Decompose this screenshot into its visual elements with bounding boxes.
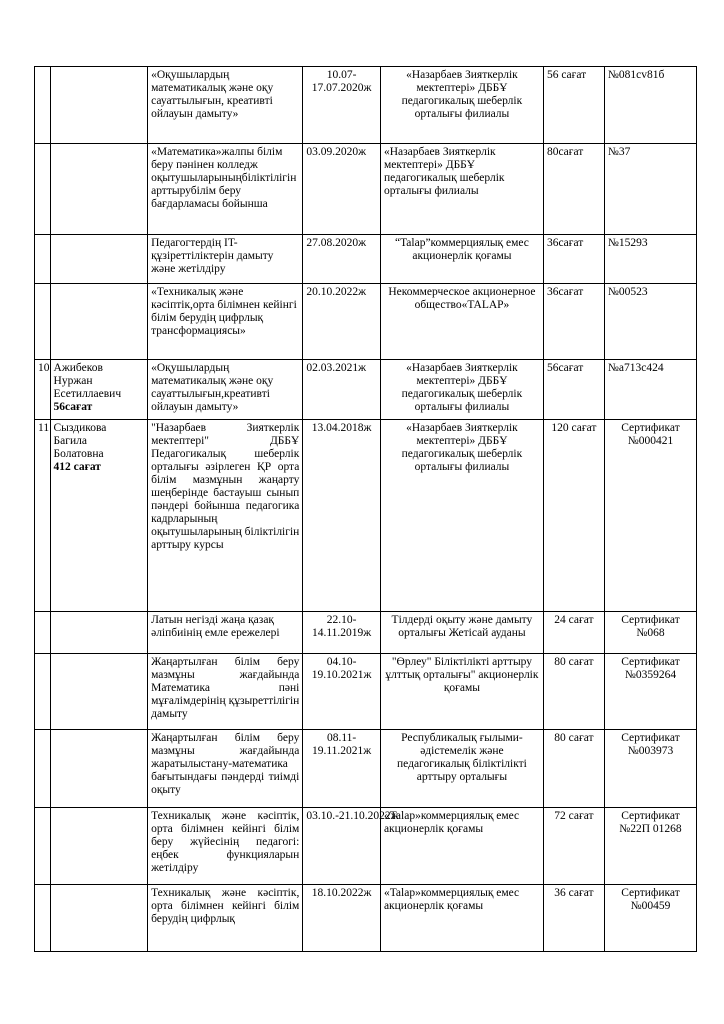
course-date: 02.03.2021ж [303,360,381,420]
certificate-number: №а713с424 [604,360,696,420]
course-hours: 80 сағат [543,730,604,808]
table-row [35,420,697,612]
teacher-patronymic: Есетиллаевич [53,388,122,400]
course-date: 08.11-19.11.2021ж [303,730,381,808]
course-date: 22.10-14.11.2019ж [303,612,381,654]
teacher-name-cell [50,235,148,284]
course-hours: 36 сағат [543,885,604,952]
teacher-total-hours: 412 сағат [53,461,101,473]
table-row [35,235,697,284]
certificate-number: №081cv81б [604,67,696,144]
course-organization: Некоммерческое акционерное общество«TALAP» [380,284,543,360]
course-date: 20.10.2022ж [303,284,381,360]
row-number-cell [35,284,51,360]
course-date: 03.09.2020ж [303,144,381,235]
teacher-first-name: Нуржан [53,375,93,387]
teacher-first-name: Багила [53,435,87,447]
course-title: Латын негізді жаңа қазақ әліпбиінің емле ережелері [148,612,303,654]
course-hours: 72 сағат [543,808,604,885]
row-number-cell [35,885,51,952]
teacher-name-cell [50,808,148,885]
course-hours: 24 сағат [543,612,604,654]
course-organization: «Назарбаев Зияткерлік мектептері» ДББҰ педагогикалық шеберлік орталығы филиалы [380,67,543,144]
course-organization: Тілдерді оқыту және дамыту орталығы Жетісай ауданы [380,612,543,654]
table-row [35,730,697,808]
row-number-cell [35,654,51,730]
certificate-number: Сертификат №22П 01268 [604,808,696,885]
teacher-name-cell [50,144,148,235]
training-table [34,66,697,952]
certificate-number: №00523 [604,284,696,360]
course-organization: «Назарбаев Зияткерлік мектептері» ДББҰ педагогикалық шеберлік орталығы филиалы [380,360,543,420]
teacher-name-cell [50,360,148,420]
course-title: «Математика»жалпы білім беру пәнінен колледж оқытушыларыныңбіліктілігін арттырубілім беру бағдарламасы бойынша [148,144,303,235]
course-title: Жаңартылған білім беру мазмұны жағдайында Математика пәні мұғалімдерінің құзыреттілігін дамыту [148,654,303,730]
course-organization: «Talap»коммерциялық емес акционерлік қоғамы [380,808,543,885]
teacher-name-cell [50,67,148,144]
row-number: 11 [35,420,51,612]
teacher-name-cell [50,885,148,952]
certificate-number: Сертификат №003973 [604,730,696,808]
table-row [35,654,697,730]
course-title: Педагогтердің IT-құзіреттіліктерін дамыту және жетілдіру [148,235,303,284]
course-date: 27.08.2020ж [303,235,381,284]
course-title: Техникалық және кәсіптік, орта білімнен кейінгі білім беру жүйесінің педагогі: еңбек функцияларын жетілдіру [148,808,303,885]
course-title: Жаңартылған білім беру мазмұны жағдайында жаратылыстану-математика бағытындағы пәндерді тиімді оқыту [148,730,303,808]
course-hours: 56 сағат [543,67,604,144]
certificate-number: Сертификат №0359264 [604,654,696,730]
course-title: "Назарбаев Зияткерлік мектептері" ДББҰ Педагогикалық шеберлік орталығы әзірлеген ҚР орта білім мазмұнын жаңарту шеңберінде бастауыш сынып пәндері бойынша педагогика кадрларының оқытушыларының біліктілігін арттыру курсы [148,420,303,612]
table-row [35,284,697,360]
row-number-cell [35,730,51,808]
course-hours: 80сағат [543,144,604,235]
course-organization: “Talap”коммерциялық емес акционерлік қоғамы [380,235,543,284]
teacher-surname: Ажибеков [53,362,103,374]
course-hours: 120 сағат [543,420,604,612]
course-date: 10.07-17.07.2020ж [303,67,381,144]
certificate-number: Сертификат №000421 [604,420,696,612]
course-date: 13.04.2018ж [303,420,381,612]
course-organization: «Talap»коммерциялық емес акционерлік қоғамы [380,885,543,952]
course-title: «Оқушылардың математикалық және оқу сауаттылығын,креативті ойлауын дамыту» [148,360,303,420]
teacher-surname: Сыздикова [53,422,107,434]
certificate-number: Сертификат №00459 [604,885,696,952]
course-hours: 80 сағат [543,654,604,730]
row-number: 10 [35,360,51,420]
table-row [35,144,697,235]
course-organization: «Назарбаев Зияткерлік мектептері» ДББҰ педагогикалық шеберлік орталығы филиалы [380,144,543,235]
table-row [35,808,697,885]
row-number-cell [35,612,51,654]
teacher-name-cell [50,654,148,730]
certificate-number: №37 [604,144,696,235]
table-row [35,612,697,654]
row-number-cell [35,235,51,284]
course-date: 18.10.2022ж [303,885,381,952]
course-organization: "Өрлеу" Біліктілікті арттыру ұлттық орталығы" акционерлік қоғамы [380,654,543,730]
teacher-total-hours: 56сағат [53,401,93,413]
row-number-cell [35,144,51,235]
teacher-name-cell [50,420,148,612]
table-row [35,67,697,144]
row-number-cell [35,67,51,144]
certificate-number: Сертификат №068 [604,612,696,654]
course-date: 04.10-19.10.2021ж [303,654,381,730]
course-organization: Республикалық ғылыми-әдістемелік және педагогикалық біліктілікті арттыру орталығы [380,730,543,808]
course-title: «Оқушылардың математикалық және оқу сауаттылығын, креативті ойлауын дамыту» [148,67,303,144]
course-hours: 36сағат [543,284,604,360]
row-number-cell [35,808,51,885]
teacher-name-cell [50,284,148,360]
teacher-name-cell [50,612,148,654]
course-hours: 56сағат [543,360,604,420]
certificate-number: №15293 [604,235,696,284]
course-date: 03.10.-21.10.2022ж [303,808,381,885]
teacher-name-cell [50,730,148,808]
course-title: «Техникалық және кәсіптік,орта білімнен кейінгі білім берудің цифрлық трансформациясы» [148,284,303,360]
teacher-patronymic: Болатовна [53,448,104,460]
course-organization: «Назарбаев Зияткерлік мектептері» ДББҰ педагогикалық шеберлік орталығы филиалы [380,420,543,612]
course-title: Техникалық және кәсіптік, орта білімнен кейінгі білім берудің цифрлық [148,885,303,952]
table-row [35,885,697,952]
course-hours: 36сағат [543,235,604,284]
table-row [35,360,697,420]
